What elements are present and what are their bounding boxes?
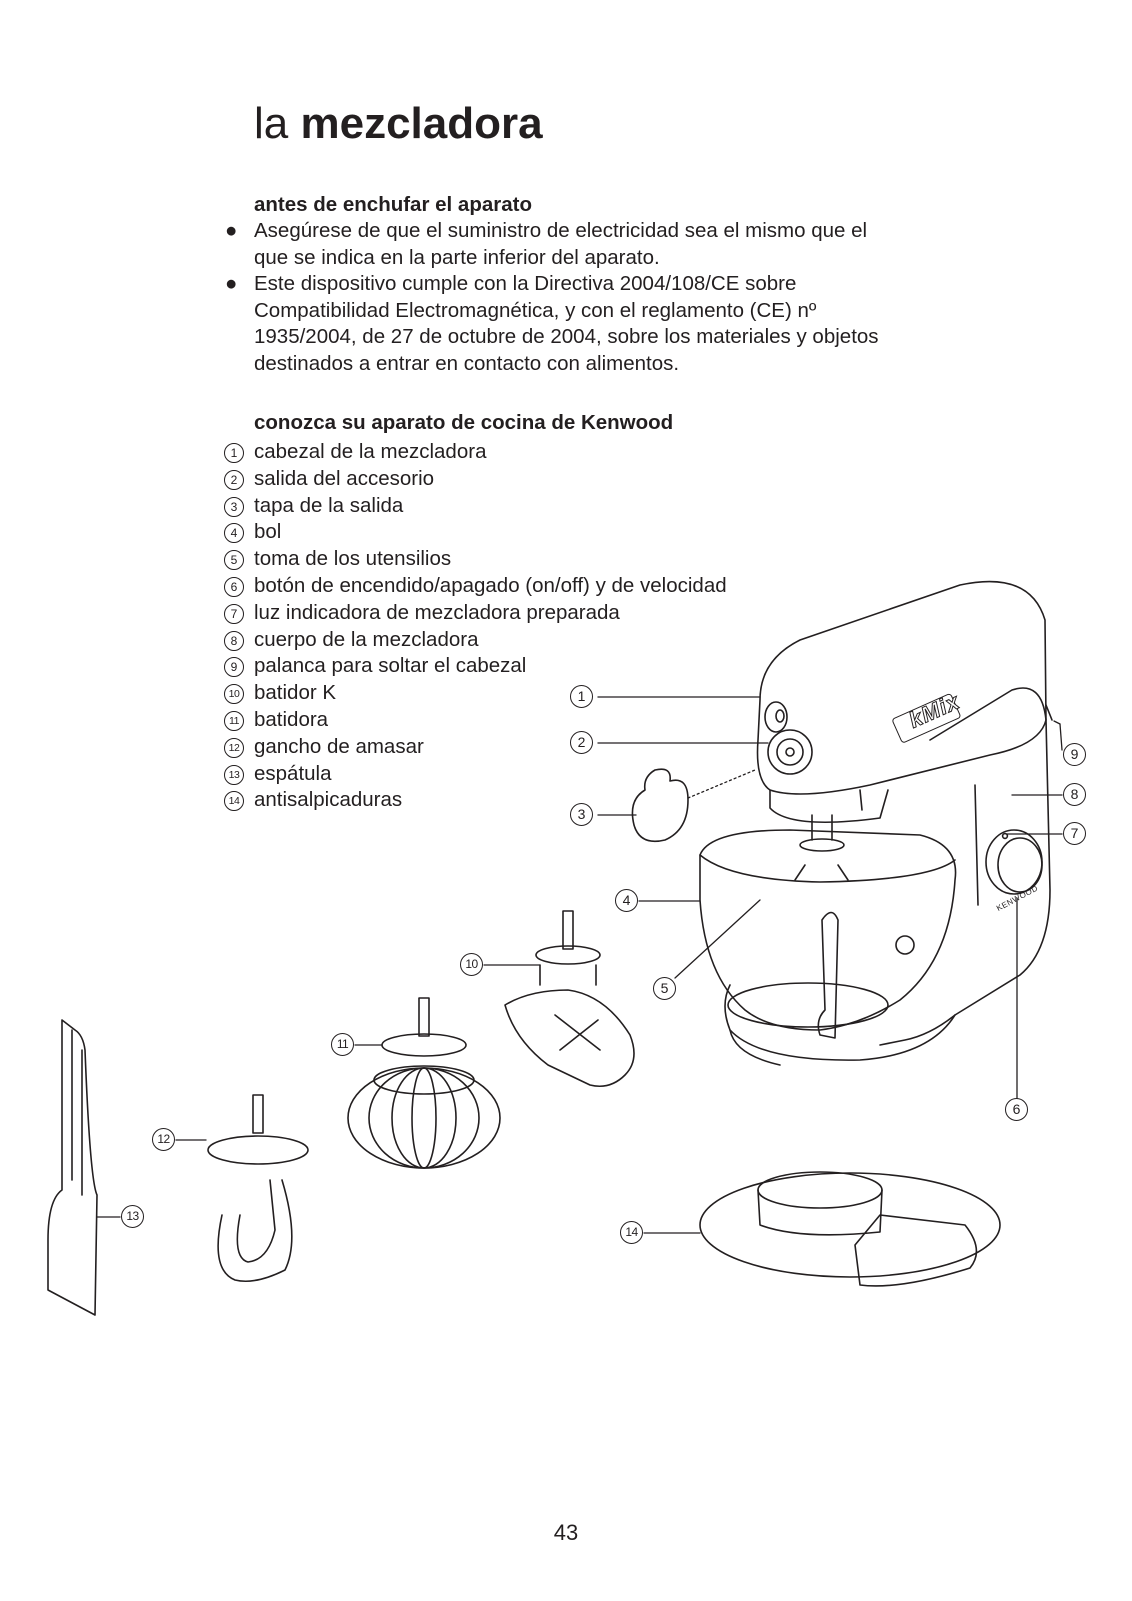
title-bold: mezcladora — [300, 99, 543, 148]
part-number: 12 — [224, 738, 244, 758]
callout-1: 1 — [570, 685, 593, 708]
part-number: 1 — [224, 443, 244, 463]
part-number: 10 — [224, 684, 244, 704]
kenwood-dial-text: KENWOOD — [995, 883, 1040, 913]
part-label: batidor K — [254, 681, 337, 705]
part-label: salida del accesorio — [254, 466, 435, 490]
kmix-logo: kMix — [905, 688, 964, 733]
part-label: espátula — [254, 761, 332, 785]
callout-leader-lines — [97, 697, 1062, 1233]
callout-2: 2 — [570, 731, 593, 754]
callout-9: 9 — [1063, 743, 1086, 766]
whisk-illustration — [348, 998, 500, 1168]
part-number: 2 — [224, 470, 244, 490]
part-number: 6 — [224, 577, 244, 597]
part-label: toma de los utensilios — [254, 547, 452, 571]
callout-14: 14 — [620, 1221, 643, 1244]
part-number: 9 — [224, 657, 244, 677]
mixer-head — [758, 582, 1047, 794]
bullet-text: Este dispositivo cumple con la Directiva 2004/108/CE sobre Compatibilidad Electromagnética, y con el reglamento (CE) nº 1935/2004, de 27 de octubre de 2004, sobre los materiales y objetos destinados a entrar en contacto con alimentos. — [254, 272, 879, 375]
part-label: palanca para soltar el cabezal — [254, 654, 527, 678]
bullet-dot: ● — [225, 272, 238, 295]
part-number: 11 — [224, 711, 244, 731]
part-label: luz indicadora de mezcladora preparada — [254, 600, 620, 624]
callout-12: 12 — [152, 1128, 175, 1151]
part-number: 13 — [224, 765, 244, 785]
callout-10: 10 — [460, 953, 483, 976]
part-label: antisalpicaduras — [254, 788, 403, 812]
part-label: bol — [254, 520, 282, 544]
bullet-text: Asegúrese de que el suministro de electricidad sea el mismo que el que se indica en la parte inferior del aparato. — [254, 219, 868, 269]
callout-11: 11 — [331, 1033, 354, 1056]
part-number: 14 — [224, 791, 244, 811]
part-label: cabezal de la mezcladora — [254, 440, 487, 463]
title-light: la — [254, 99, 289, 148]
splash-guard-illustration — [700, 1172, 1000, 1286]
stand-mixer-illustration — [700, 582, 1052, 1065]
part-label: cuerpo de la mezcladora — [254, 627, 479, 651]
part-number: 4 — [224, 523, 244, 543]
part-number: 5 — [224, 550, 244, 570]
spatula-illustration — [48, 1020, 97, 1315]
part-number: 7 — [224, 604, 244, 624]
section-heading-know-appliance: conozca su aparato de cocina de Kenwood — [254, 411, 674, 434]
section-heading-before-plugging: antes de enchufar el aparato — [254, 193, 532, 216]
part-label: botón de encendido/apagado (on/off) y de velocidad — [254, 573, 727, 597]
page-number: 43 — [553, 1520, 579, 1545]
callout-5: 5 — [653, 977, 676, 1000]
part-number: 8 — [224, 631, 244, 651]
callout-6: 6 — [1005, 1098, 1028, 1121]
callout-13: 13 — [121, 1205, 144, 1228]
part-number: 3 — [224, 497, 244, 517]
callout-3: 3 — [570, 803, 593, 826]
part-label: batidora — [254, 707, 329, 731]
outlet-cover-illustration — [632, 769, 688, 841]
callout-4: 4 — [615, 889, 638, 912]
callout-8: 8 — [1063, 783, 1086, 806]
bullet-dot: ● — [225, 219, 238, 242]
dough-hook-illustration — [208, 1095, 308, 1281]
attachment-outlet — [768, 730, 812, 774]
part-label: tapa de la salida — [254, 493, 404, 517]
callout-7: 7 — [1063, 822, 1086, 845]
k-beater-illustration — [505, 911, 634, 1086]
part-label: gancho de amasar — [254, 734, 424, 758]
bowl — [700, 830, 956, 1030]
